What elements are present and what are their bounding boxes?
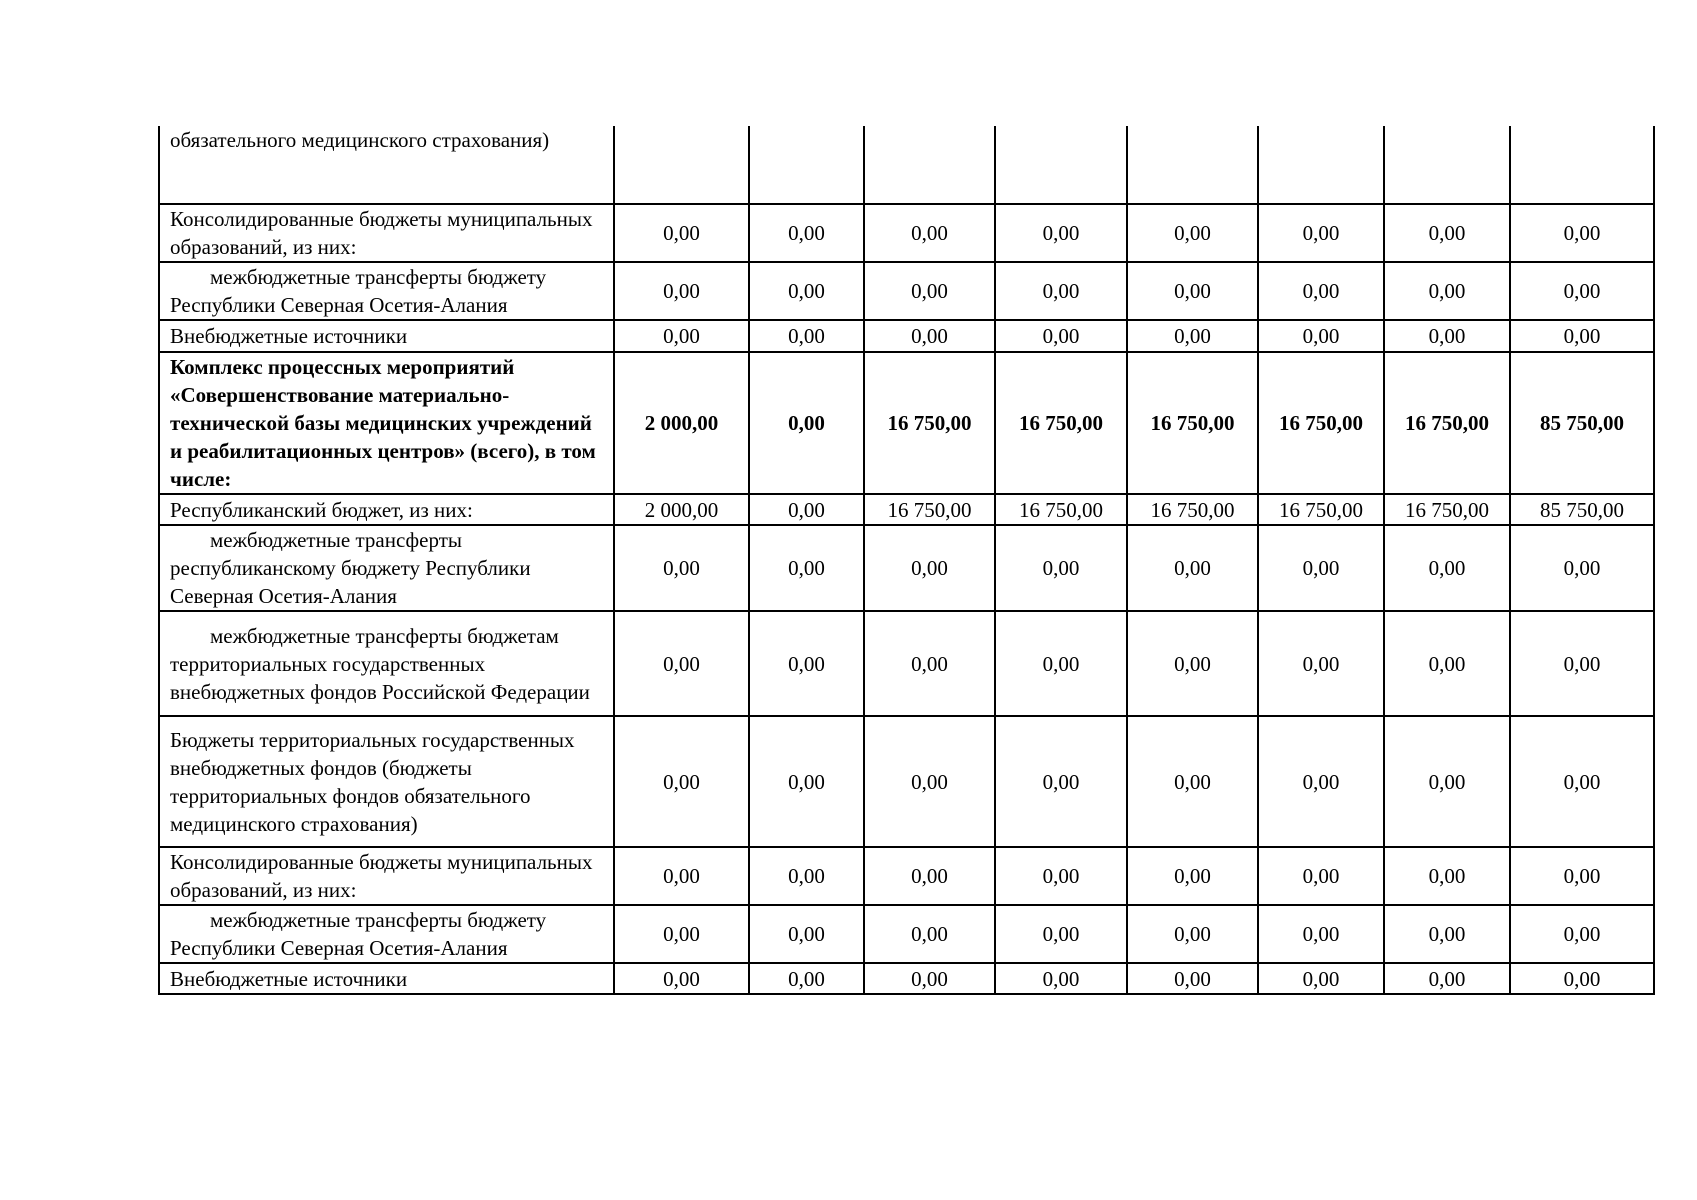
row-label: Внебюджетные источники <box>159 963 614 994</box>
value-cell: 2 000,00 <box>614 494 749 525</box>
value-cell: 0,00 <box>1510 320 1654 352</box>
row-label: межбюджетные трансферты республиканскому бюджету Республики Северная Осетия-Алания <box>159 525 614 611</box>
table-row <box>159 494 1654 525</box>
table-row <box>159 963 1654 994</box>
value-cell: 0,00 <box>1384 525 1510 611</box>
value-cell: 0,00 <box>1127 847 1258 905</box>
value-cell: 0,00 <box>614 525 749 611</box>
value-cell: 16 750,00 <box>1384 494 1510 525</box>
value-cell: 0,00 <box>864 262 995 320</box>
value-cell <box>1258 126 1384 204</box>
value-cell: 0,00 <box>864 320 995 352</box>
value-cell: 0,00 <box>749 320 864 352</box>
value-cell: 16 750,00 <box>1127 494 1258 525</box>
table-row <box>159 352 1654 494</box>
value-cell: 0,00 <box>1258 905 1384 963</box>
value-cell <box>1510 126 1654 204</box>
row-label: Консолидированные бюджеты муниципальных образований, из них: <box>159 204 614 262</box>
value-cell: 0,00 <box>995 320 1127 352</box>
value-cell: 0,00 <box>749 262 864 320</box>
value-cell: 0,00 <box>1127 204 1258 262</box>
value-cell: 0,00 <box>864 525 995 611</box>
value-cell: 16 750,00 <box>995 494 1127 525</box>
value-cell: 0,00 <box>1127 716 1258 847</box>
value-cell: 0,00 <box>1510 262 1654 320</box>
value-cell: 0,00 <box>995 847 1127 905</box>
value-cell: 0,00 <box>614 320 749 352</box>
value-cell: 16 750,00 <box>1127 352 1258 494</box>
value-cell: 16 750,00 <box>1384 352 1510 494</box>
value-cell: 0,00 <box>614 262 749 320</box>
value-cell <box>749 126 864 204</box>
value-cell: 0,00 <box>1258 525 1384 611</box>
value-cell: 0,00 <box>749 611 864 716</box>
value-cell: 0,00 <box>1127 905 1258 963</box>
value-cell: 0,00 <box>749 716 864 847</box>
row-label: межбюджетные трансферты бюджету Республики Северная Осетия-Алания <box>159 262 614 320</box>
value-cell: 0,00 <box>1384 847 1510 905</box>
value-cell: 0,00 <box>1384 716 1510 847</box>
value-cell: 0,00 <box>749 494 864 525</box>
value-cell <box>1127 126 1258 204</box>
value-cell: 0,00 <box>749 905 864 963</box>
value-cell: 0,00 <box>1258 262 1384 320</box>
value-cell: 85 750,00 <box>1510 494 1654 525</box>
value-cell: 0,00 <box>995 611 1127 716</box>
value-cell: 0,00 <box>1384 963 1510 994</box>
table-row <box>159 716 1654 847</box>
value-cell <box>614 126 749 204</box>
table-row <box>159 262 1654 320</box>
value-cell: 0,00 <box>1258 847 1384 905</box>
value-cell: 0,00 <box>749 204 864 262</box>
table-row <box>159 905 1654 963</box>
value-cell: 0,00 <box>1510 716 1654 847</box>
table-row <box>159 126 1654 204</box>
table-row <box>159 525 1654 611</box>
value-cell: 0,00 <box>864 611 995 716</box>
row-label: Консолидированные бюджеты муниципальных образований, из них: <box>159 847 614 905</box>
value-cell: 0,00 <box>1127 963 1258 994</box>
value-cell: 0,00 <box>1127 262 1258 320</box>
row-label: Республиканский бюджет, из них: <box>159 494 614 525</box>
value-cell: 0,00 <box>995 262 1127 320</box>
value-cell: 0,00 <box>1258 204 1384 262</box>
value-cell: 0,00 <box>995 204 1127 262</box>
value-cell: 0,00 <box>1127 320 1258 352</box>
row-label: межбюджетные трансферты бюджетам территориальных государственных внебюджетных фондов Российской Федерации <box>159 611 614 716</box>
row-label: Комплекс процессных мероприятий «Совершенствование материально-технической базы медицинских учреждений и реабилитационных центров» (всего), в том числе: <box>159 352 614 494</box>
value-cell: 0,00 <box>614 963 749 994</box>
row-label: Бюджеты территориальных государственных внебюджетных фондов (бюджеты территориальных фондов обязательного медицинского страхования) <box>159 716 614 847</box>
value-cell: 0,00 <box>1384 905 1510 963</box>
value-cell: 0,00 <box>749 525 864 611</box>
value-cell <box>864 126 995 204</box>
table-row <box>159 320 1654 352</box>
value-cell: 0,00 <box>614 905 749 963</box>
value-cell: 0,00 <box>1258 716 1384 847</box>
table-row <box>159 847 1654 905</box>
value-cell: 0,00 <box>1127 525 1258 611</box>
row-label: обязательного медицинского страхования) <box>159 126 614 204</box>
value-cell: 0,00 <box>864 204 995 262</box>
row-label: межбюджетные трансферты бюджету Республики Северная Осетия-Алания <box>159 905 614 963</box>
value-cell: 0,00 <box>614 847 749 905</box>
value-cell: 0,00 <box>864 963 995 994</box>
value-cell: 16 750,00 <box>1258 352 1384 494</box>
budget-table <box>158 126 1655 995</box>
value-cell: 0,00 <box>1510 204 1654 262</box>
value-cell: 0,00 <box>749 352 864 494</box>
value-cell: 0,00 <box>614 611 749 716</box>
value-cell: 2 000,00 <box>614 352 749 494</box>
value-cell: 0,00 <box>1510 847 1654 905</box>
value-cell: 85 750,00 <box>1510 352 1654 494</box>
value-cell: 0,00 <box>1384 204 1510 262</box>
value-cell: 0,00 <box>1510 963 1654 994</box>
value-cell: 0,00 <box>1127 611 1258 716</box>
value-cell: 0,00 <box>1510 525 1654 611</box>
value-cell <box>995 126 1127 204</box>
value-cell: 0,00 <box>995 525 1127 611</box>
value-cell: 0,00 <box>1258 611 1384 716</box>
value-cell: 16 750,00 <box>864 494 995 525</box>
value-cell: 0,00 <box>995 963 1127 994</box>
value-cell: 0,00 <box>1510 611 1654 716</box>
table-row <box>159 611 1654 716</box>
value-cell: 0,00 <box>1384 320 1510 352</box>
value-cell: 16 750,00 <box>864 352 995 494</box>
value-cell: 0,00 <box>614 716 749 847</box>
value-cell: 0,00 <box>1384 611 1510 716</box>
table-row <box>159 204 1654 262</box>
value-cell: 0,00 <box>1258 963 1384 994</box>
value-cell: 0,00 <box>864 905 995 963</box>
value-cell: 0,00 <box>995 905 1127 963</box>
value-cell: 0,00 <box>1510 905 1654 963</box>
value-cell: 0,00 <box>1384 262 1510 320</box>
value-cell: 16 750,00 <box>1258 494 1384 525</box>
value-cell: 0,00 <box>749 847 864 905</box>
budget-table-body <box>159 126 1654 994</box>
value-cell: 0,00 <box>995 716 1127 847</box>
value-cell: 0,00 <box>749 963 864 994</box>
row-label: Внебюджетные источники <box>159 320 614 352</box>
value-cell: 0,00 <box>614 204 749 262</box>
value-cell: 0,00 <box>864 716 995 847</box>
value-cell: 0,00 <box>864 847 995 905</box>
value-cell: 16 750,00 <box>995 352 1127 494</box>
value-cell: 0,00 <box>1258 320 1384 352</box>
value-cell <box>1384 126 1510 204</box>
